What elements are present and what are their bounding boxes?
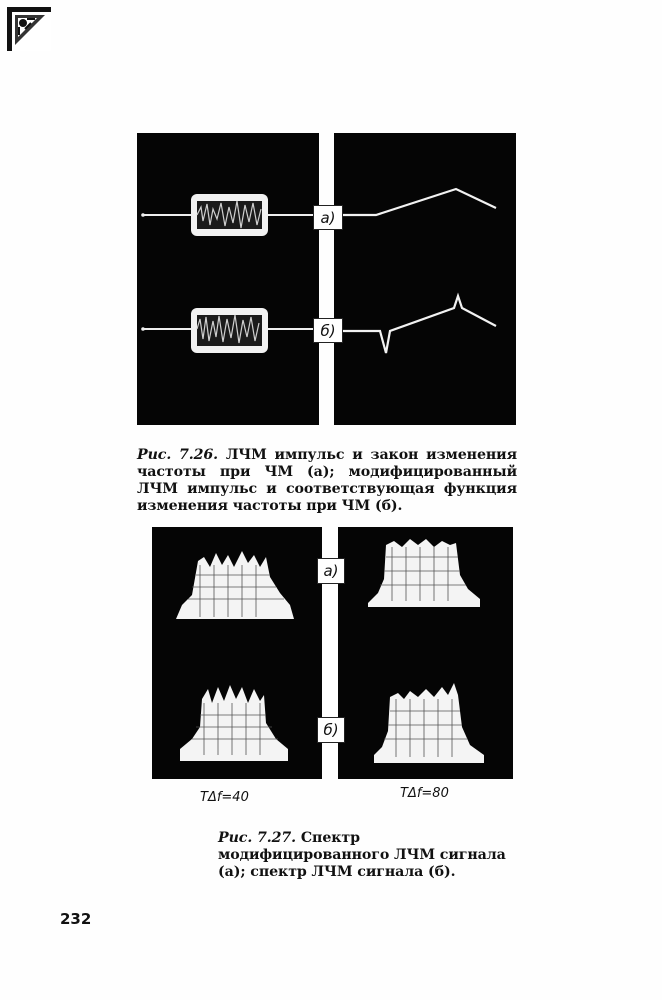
spectrum-left-panel [152,527,322,779]
fig727-label-b: б) [317,717,345,743]
spectrum-left-traces [152,527,322,779]
oscillogram-right-panel [334,133,516,425]
caption-figure-number: Рис. 7.26. [137,447,218,463]
corner-ornament-icon [7,7,51,51]
oscillogram-left-panel [137,133,319,425]
fig727-label-a: а) [317,558,345,584]
frequency-law-traces [334,133,516,425]
lfm-pulse-traces [137,133,319,425]
fig726-label-b: б) [313,318,343,343]
figure-7-27-caption [218,830,516,881]
figure-7-26-caption [137,447,517,515]
tdf-label-left: TΔf=40 [200,790,249,805]
fig726-label-a: а) [313,205,343,230]
tdf-label-right: TΔf=80 [400,786,449,801]
caption-figure-number: Рис. 7.27. [218,830,296,846]
caption-text: ЛЧМ импульс и закон изменения частоты при ЧМ (а); модифицированный ЛЧМ импульс и соответствующая функция изменения частоты при ЧМ (б). [137,447,517,514]
page-number: 232 [60,910,92,928]
spectrum-right-traces [338,527,513,779]
caption-text: Спектр модифицированного ЛЧМ сигнала (а); спектр ЛЧМ сигнала (б). [218,830,506,880]
spectrum-right-panel [338,527,513,779]
